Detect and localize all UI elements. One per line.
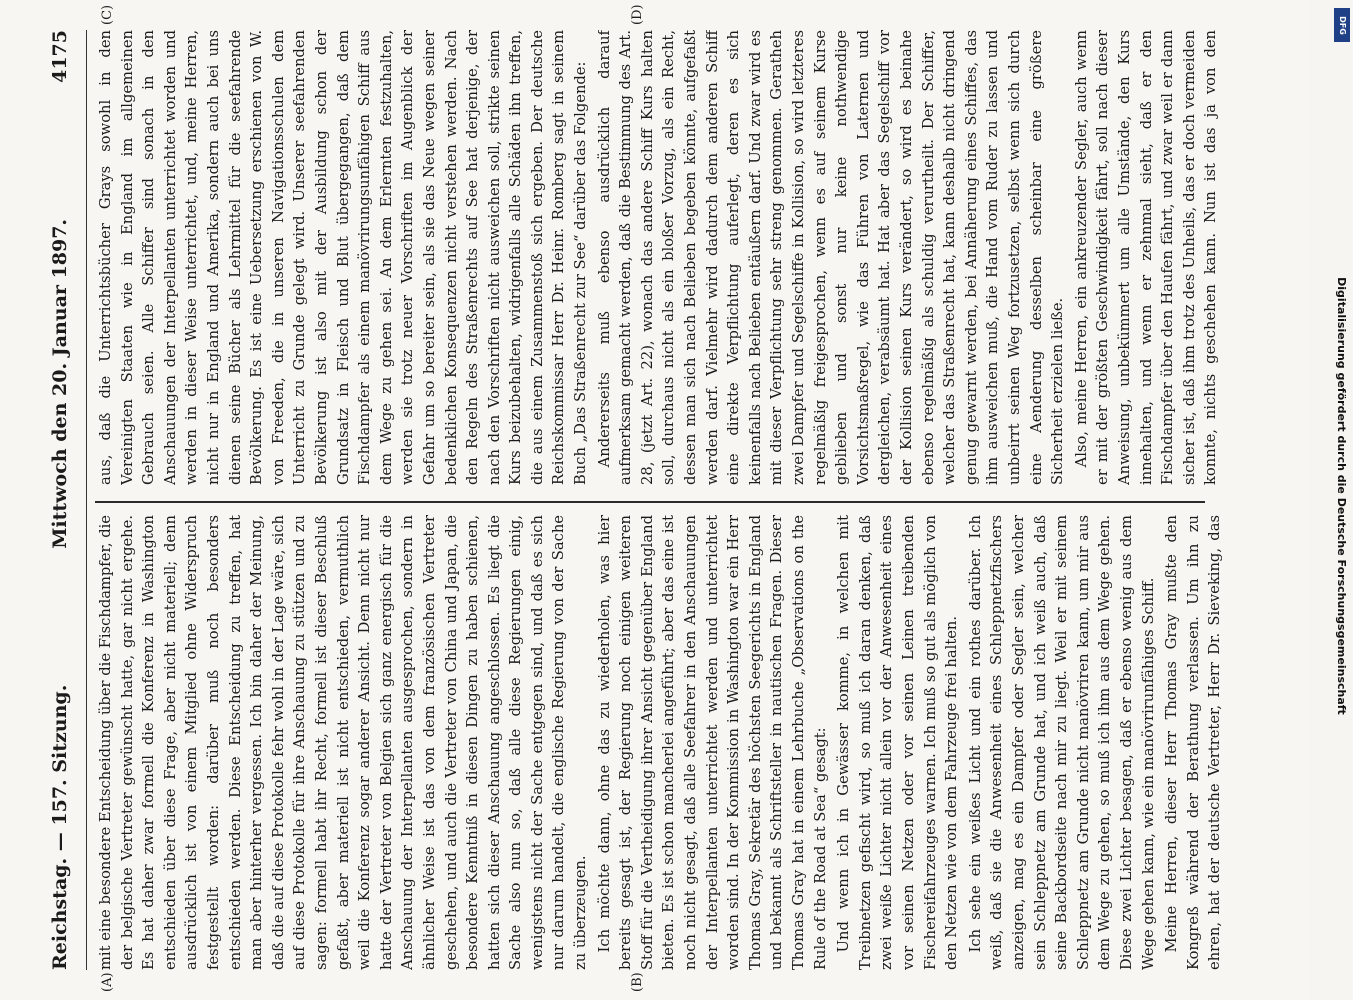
quoted-paragraph: Andererseits muß ebenso ausdrücklich darauf aufmerksam gemacht werden, daß die Bestimmung des Art. 28, (jetzt Art. 22), wonach das andere Schiff Kurs halten soll, durchaus nicht als ein bloßer Vorzug, als ein Recht, dessen man sich nach Belieben begeben könnte, aufgefaßt werden darf. Vielmehr wird dadurch dem anderen Schiff eine direkte Verpflichtung auferlegt, deren es sich keinenfalls nach Belieben entäußern darf. Und zwar wird es mit dieser Verpflichtung sehr streng genommen. Geratheh zwei Dampfer und Segelschiffe in Kollision, so wird letzteres regelmäßig freigesprochen, wenn es auf seinem Kurse geblieben und sonst nur keine nothwendige Vorsichtsmaßregel, wie das Führen von Laternen und dergleichen, verabsäumt hat. Hat aber das Segelschiff vor der Kollision seinen Kurs verändert, so wird es beinahe ebenso regelmäßig als schuldig verurtheilt. Der Schiffer, welcher das Straßenrecht hat, kann deshalb nicht dringend genug gewarnt werden, bei Annäherung eines Schiffes, das ihm ausweichen muß, die Hand vom Ruder zu lassen und unbeirrt seinen Weg fortzusetzen, selbst wenn sich durch eine Aenderung desselben scheinbar eine größere Sicherheit erzielen ließe.: [595, 30, 1067, 485]
page-number: 4175: [49, 30, 71, 83]
dfg-logo: [1334, 8, 1350, 42]
header-session-title: Reichstag. — 157. Sitzung.: [49, 684, 71, 970]
digitization-note: Digitalisierung gefördert durch die Deutsche Forschungsgemeinschaft: [1335, 277, 1348, 715]
paragraph: aus, daß die Unterrichtsbücher Grays sowohl in den Vereinigten Staaten wie in England im allgemeinen Gebrauch seien. Alle Schiffer sind sonach in den Anschauungen der Interpellanten unterrichtet worden und werden in dieser Weise unterrichtet, und, meine Herren, nicht nur in England und Amerika, sondern auch bei uns dienen seine Bücher als Lehrmittel für die seefahrende Bevölkerung. Es ist eine Uebersetzung erschienen von W. von Freeden, die in unseren Navigationsschulen dem Unterricht zu Grunde gelegt wird. Unserer seefahrenden Bevölkerung ist also mit der Ausbildung schon der Grundsatz in Fleisch und Blut übergegangen, daß dem Fischdampfer als einem manövrirungsunfähigen Schiff aus dem Wege zu gehen sei. An dem Erlernten festzuhalten, werden sie trotz neuer Vorschriften im Augenblick der Gefahr um so bereiter sein, als sie das Neue wegen seiner bedenklichen Konsequenzen nicht verstehen werden. Nach den Regeln des Straßenrechts auf See hat derjenige, der nach den Vorschriften nicht ausweichen soll, strikte seinen Kurs beizubehalten, widrigenfalls alle Schäden ihn treffen, die aus einem Zusammenstoß sich ergeben. Der deutsche Reichskommissar Herr Dr. Heinr. Romberg sagt in seinem Buch „Das Straßenrecht zur See“ darüber das Folgende:: [97, 30, 590, 485]
left-column: [95, 515, 1225, 970]
paragraph: Also, meine Herren, ein ankreuzender Segler, auch wenn er mit der größten Geschwindigkeit fährt, soll nach dieser Anweisung, unbekümmert um alle Umstände, den Kurs innehalten, und wenn er zehnmal sieht, daß er den Fischdampfer über den Haufen fährt, und zwar weil er dann sicher ist, daß ihm trotz des Unheils, das er doch vermeiden konnte, nichts geschehen kann. Nun ist das ja von den: [1072, 30, 1220, 485]
quoted-paragraph: Und wenn ich in Gewässer komme, in welchen mit Treibnetzen gefischt wird, so muß ich daran denken, daß zwei weiße Lichter nicht allein vor der Anwesenheit eines vor seinen Netzen oder vor seinen Leinen treibenden Fischereifahrzeuges warnen. Ich muß so gut als möglich von den Netzen wie von dem Fahrzeuge frei halten.: [835, 515, 961, 970]
page-header: [40, 30, 80, 970]
right-column: [95, 30, 1225, 485]
margin-mark-a: (A): [100, 972, 115, 992]
dfg-logo-text: DFG: [1337, 15, 1347, 35]
margin-mark-c: (C): [100, 4, 115, 25]
header-rule: [86, 30, 87, 970]
column-divider: [95, 501, 1205, 503]
quoted-paragraph: Ich sehe ein weißes Licht und ein rothes darüber. Ich weiß, daß sie die Anwesenheit eines Schleppnetzfischers anzeigen, mag es ein Dampfer oder Segler sein, welcher sein Schleppnetz am Grunde hat, und ich weiß auch, daß seine Backbordseite nach mir zu liegt. Weil er mit seinem Schleppnetz am Grunde nicht manövriren kann, um mir aus dem Wege zu gehen, so muß ich ihm aus dem Wege gehen. Diese zwei Lichter besagen, daß er ebenso wenig aus dem Wege gehen kann, wie ein manövrirunfähiges Schiff.: [966, 515, 1157, 970]
header-date: Mittwoch den 20. Januar 1897.: [49, 218, 71, 549]
paragraph: Meine Herren, dieser Herr Thomas Gray mußte den Kongreß während der Berathung verlassen. Um ihn zu ehren, hat der deutsche Vertreter, Herr Dr. Sieveking, das: [1163, 515, 1224, 970]
margin-mark-b: (B): [630, 972, 645, 992]
margin-mark-d: (D): [630, 4, 645, 25]
paragraph: mit eine besondere Entscheidung über die Fischdampfer, die der belgische Vertreter gewünscht hatte, gar nicht ergehe. Es hat daher zwar formell die Konferenz in Washington entschieden über diese Frage, aber nicht materiell; denn ausdrücklich ist von einem Mitglied ohne Widerspruch festgestellt worden: darüber muß noch besonders entschieden werden. Diese Entscheidung zu treffen, hat man aber hinterher vergessen. Ich bin daher der Meinung, daß die auf diese Protokolle fehr wohl in der Lage wäre, sich auf diese Protokolle für ihre Anschauung zu stützen und zu sagen: formell habt ihr Recht, formell ist dieser Beschluß gefaßt, aber materiell ist nicht entschieden, vermuthlich weil die Konferenz sogar anderer Ansicht. Denn nicht nur hatte der Vertreter von Belgien sich ganz energisch für die Anschauung der Interpellanten ausgesprochen, sondern in ähnlicher Weise ist das von dem französischen Vertreter geschehen, und auch die Vertreter von China und Japan, die besondere Kenntniß in diesen Dingen zu haben schienen, hatten sich dieser Anschauung angeschlossen. Es liegt die Sache also nun so, daß alle diese Regierungen einig, wenigstens nicht der Sache entgegen sind, und daß es sich nur darum handelt, die englische Regierung von der Sache zu überzeugen.: [97, 515, 590, 970]
digitization-credit: [1330, 8, 1352, 993]
paragraph: Ich möchte dann, ohne das zu wiederholen, was hier bereits gesagt ist, der Regierung noch einigen weiteren Stoff für die Vertheidigung ihrer Ansicht gegenüber England bieten. Es ist schon mancherlei angeführt; aber das eine ist noch nicht gesagt, daß alle Seefahrer in den Anschauungen der Interpellanten unterrichtet werden und unterrichtet worden sind. In der Kommission in Washington war ein Herr Thomas Gray, Sekretär des höchsten Seegerichts in England und bekannt als Schriftsteller in nautischen Fragen. Dieser Thomas Gray hat in einem Lehrbuche „Observations on the Rule of the Road at Sea“ gesagt:: [595, 515, 829, 970]
